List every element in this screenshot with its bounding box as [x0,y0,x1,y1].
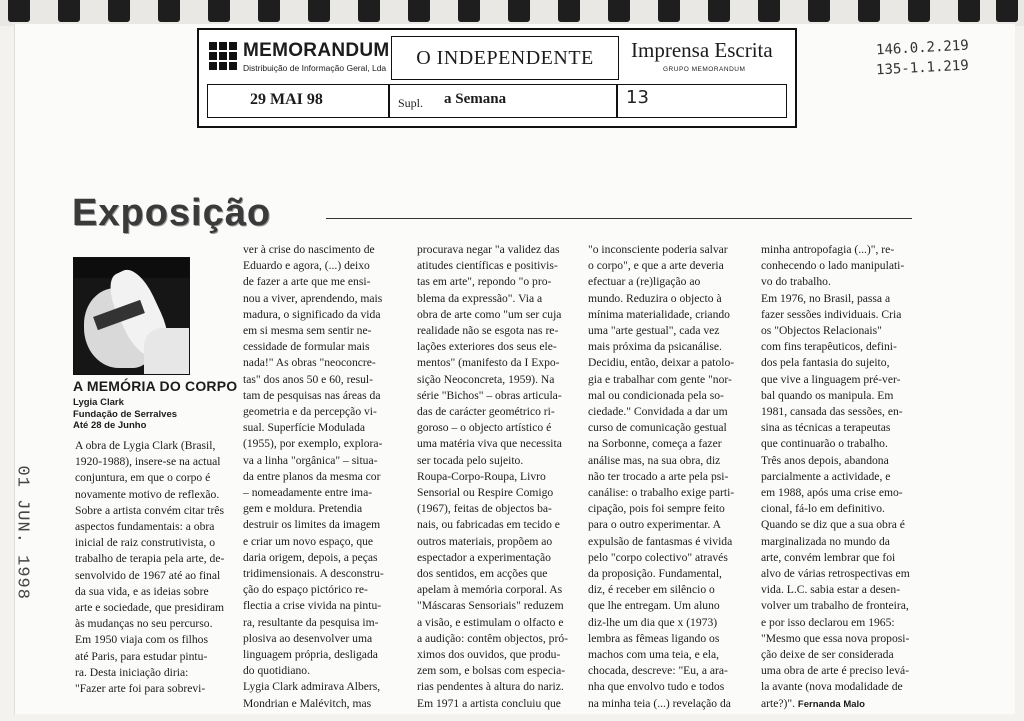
newspaper-name: O INDEPENDENTE [391,36,619,80]
article-column-2: ver à crise do nascimento de Eduardo e agora, (...) deixo de fazer a arte que me ensi- nou a viver, aprendendo, mais madura, o significado da vida em si mesma sem sentir ne- cessidade de formular mais nada!" As obras "neoconcre- tas" dos anos 50 e 60, resul- tam de pesquisas nas áreas da geometria e da percepção vi- sual. Superfície Modulada (1955), por exemplo, explora- va a linha "orgânica" – situa- da entre planos da mesma cor – nomeadamente entre ima- gem e moldura. Pretendia destruir os limites da imagem e criar um novo espaço, que daria origem, depois, a peças tridimensionais. A desconstru- ção do espaço pictórico re- flectia a crise vivida na pintu- ra, resultante da pesquisa im- plosiva ao desenvolver uma linguagem própria, desligada do quotidiano. Lygia Clark admirava Albers, Mondrian e Malévitch, mas [243,243,384,710]
supplement-value: a Semana [444,91,507,107]
artist-name: Lygia Clark [73,397,124,408]
logo-grid-icon [209,42,237,70]
section-rule [326,218,912,219]
article-title: A MEMÓRIA DO CORPO [73,378,238,394]
header-info-row [207,84,787,118]
page-number: 13 [626,87,649,108]
article-column-1: A obra de Lygia Clark (Brasil, 1920-1988), insere-se na actual conjuntura, em que o corpo é novamente motivo de reflexão. Sobre a artista convém citar três aspectos fundamentais: a obra inicial de raiz construtivista, o trabalho de terapia pela arte, de- senvolvido de 1967 até ao final da sua vida, e as ideias sobre arte e sociedade, que presidiram às mudanças no seu percurso. Em 1950 viaja com os filhos até Paris, para estudar pintu- ra. Desta iniciação diria: "Fazer arte foi para sobrevi- [75,439,225,696]
press-title: Imprensa Escrita [631,38,773,62]
clipping-header [197,28,797,128]
section-title: Exposição [72,192,272,234]
exhibition-until: Até 28 de Junho [73,420,147,431]
handwritten-code: 146.0.2.219 [875,37,970,59]
venue-name: Fundação de Serralves [73,408,178,420]
article-column-3: procurava negar "a validez das atitudes científicas e positivis- tas em arte", repondo "o pro- blema da expressão". Via a obra de arte como "um ser cuja realidade não se esgota nas re- lações exteriores dos seus ele- mentos" (manifesto da I Expo- sição Neoconcreta, 1959). Na série "Bichos" – obras articula- das de carácter geométrico ri- goroso – o objecto artístico é uma matéria viva que necessita ser tocada pelo sujeito. Roupa-Corpo-Roupa, Livro Sensorial ou Respire Comigo (1967), feitas de objectos ba- nais, ou fabricadas em tecido e outros materiais, propõem ao espectador a experimentação dos sentidos, em acções que apelam à memória corporal. As "Máscaras Sensoriais" reduzem a visão, e estimulam o olfacto e a audição: contêm objectos, pró- ximos dos ouvidos, que produ- zem som, e bolsas com especia- rias pendentes à altura do nariz. Em 1971 a artista concluiu que [417,243,568,710]
article-meta [73,397,177,432]
article-column-4: "o inconsciente poderia salvar o corpo", e que a arte deveria efectuar a (re)ligação ao mundo. Reduzira o objecto à mínima materialidade, criando uma "arte gestual", cada vez mais próxima da psicanálise. Decidiu, então, deixar a patolo- gia e trabalhar com gente "nor- mal ou condicionada pela so- ciedade." Convidada a dar um curso de comunicação gestual na Sorbonne, começa a fazer análise mas, na sua obra, diz não ter trocado a arte pela psi- canálise: o trabalho exige parti- cipação, pois foi sempre feito para o outro experimentar. A expulsão de fantasmas é vivida pelo "corpo colectivo" através da proposição. Fundamental, diz, é receber em silêncio o que lhe entregam. Um aluno diz-lhe um dia que x (1973) lembra as fêmeas ligando os machos com uma teia, e ela, chocada, descreve: "Eu, a ara- nha que envolvo tudo e todos na minha teia (...) revelação da [588,243,735,710]
article-author: Fernanda Malo [797,698,865,710]
memorandum-logo [205,38,389,78]
spiral-binding [0,0,1024,26]
date-stamp-text: 01 JUN. 1998 [12,465,32,600]
supplement-label: Supl. [398,96,424,110]
article-column-5-text: minha antropofagia (...)", re- conhecendo o lado manipulati- vo do trabalho. Em 1976, no Brasil, passa a fazer sessões individuais. Cria os "Objectos Relacionais" com fins terapêuticos, defini- dos pela fantasia do sujeito, que vive a linguagem pré-ver- bal quando os manipula. Em 1981, cansada das sessões, en- sina as técnicas a terapeutas que continuarão o trabalho. Três anos depois, abandona parcialmente a actividade, e em 1988, após uma crise emo- cional, fá-lo em definitivo. Quando se diz que a sua obra é marginalizada no mundo da arte, convém lembrar que foi alvo de várias retrospectivas em vida. L.C. sabia estar a desen- volver um trabalho de fronteira, e por isso declarou em 1965: "Mesmo que essa nova proposi- ção deixe de ser considerada uma obra de arte é preciso levá- la avante (nova modalidade de arte?)". [761,243,910,710]
handwritten-code: 135-1.1.219 [875,57,970,79]
press-subtitle: GRUPO MEMORANDUM [663,66,746,73]
artist-photo [73,257,190,375]
publication-date: 29 MAI 98 [250,91,323,108]
logo-subtitle: Distribuição de Informação Geral, Lda [243,63,387,73]
logo-title: MEMORANDUM [243,40,390,61]
date-stamp [6,465,38,610]
article-column-5 [761,242,910,713]
